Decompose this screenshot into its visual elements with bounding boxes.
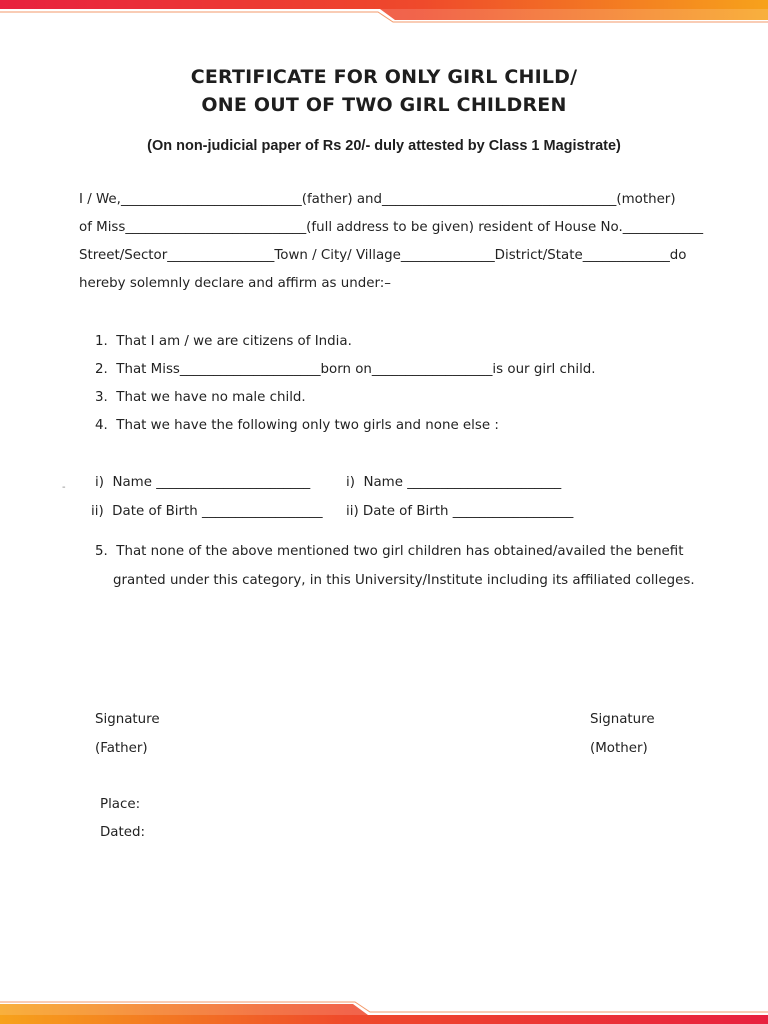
list-item-5-line-2: granted under this category, in this University/Institute including its affiliated colleges. bbox=[113, 573, 695, 588]
declaration-text: I / We, bbox=[79, 192, 121, 207]
father-name-blank[interactable]: ___________________________ bbox=[120, 192, 302, 207]
declaration-text: (full address to be given) resident of House No. bbox=[306, 220, 623, 235]
top-decorative-band bbox=[0, 0, 768, 26]
declaration-text: Street/Sector bbox=[79, 248, 168, 263]
district-state-blank[interactable]: _____________ bbox=[582, 248, 670, 263]
declaration-text: (father) and bbox=[301, 192, 383, 207]
declaration-line-1 bbox=[79, 192, 676, 207]
father-role-label: (Father) bbox=[95, 741, 148, 756]
place-label: Place: bbox=[100, 797, 141, 812]
declaration-line-2 bbox=[79, 220, 703, 235]
mother-name-blank[interactable]: ___________________________________ bbox=[382, 192, 617, 207]
stray-mark: - bbox=[62, 482, 66, 493]
list-item-text: born on bbox=[320, 362, 372, 377]
child-1-name-field[interactable]: i) Name _______________________ bbox=[95, 475, 311, 490]
list-item: 3. That we have no male child. bbox=[95, 390, 306, 405]
page-title-line-2: ONE OUT OF TWO GIRL CHILDREN bbox=[201, 94, 567, 116]
list-item: 1. That I am / we are citizens of India. bbox=[95, 334, 352, 349]
dated-label: Dated: bbox=[100, 825, 146, 840]
list-item-5-line-1: 5. That none of the above mentioned two girl children has obtained/availed the benefit bbox=[95, 544, 684, 559]
mother-signature-label: Signature bbox=[590, 712, 655, 727]
birth-date-blank[interactable]: __________________ bbox=[371, 362, 493, 377]
bottom-decorative-band bbox=[0, 998, 768, 1024]
house-number-blank[interactable]: ____________ bbox=[622, 220, 704, 235]
declaration-text: (mother) bbox=[616, 192, 676, 207]
declaration-line-3 bbox=[79, 248, 686, 263]
list-item: 4. That we have the following only two girls and none else : bbox=[95, 418, 499, 433]
declaration-text: Town / City/ Village bbox=[274, 248, 401, 263]
list-item-text: 2. That Miss bbox=[95, 362, 180, 377]
girl-name-blank[interactable]: _____________________ bbox=[179, 362, 321, 377]
child-2-dob-field[interactable]: ii) Date of Birth __________________ bbox=[346, 504, 574, 519]
list-item-text: is our girl child. bbox=[492, 362, 596, 377]
page-subtitle: (On non-judicial paper of Rs 20/- duly attested by Class 1 Magistrate) bbox=[147, 138, 621, 154]
list-item bbox=[95, 362, 596, 377]
declaration-text: do bbox=[669, 248, 687, 263]
declaration-text: of Miss bbox=[79, 220, 126, 235]
father-signature-label: Signature bbox=[95, 712, 160, 727]
daughter-name-blank[interactable]: ___________________________ bbox=[125, 220, 307, 235]
declaration-text: District/State bbox=[494, 248, 583, 263]
street-sector-blank[interactable]: ________________ bbox=[167, 248, 275, 263]
page-title-line-1: CERTIFICATE FOR ONLY GIRL CHILD/ bbox=[190, 66, 578, 88]
mother-role-label: (Mother) bbox=[590, 741, 648, 756]
town-city-village-blank[interactable]: ______________ bbox=[400, 248, 495, 263]
declaration-line-4: hereby solemnly declare and affirm as under:– bbox=[79, 276, 391, 291]
child-1-dob-field[interactable]: ii) Date of Birth __________________ bbox=[91, 504, 323, 519]
child-2-name-field[interactable]: i) Name _______________________ bbox=[346, 475, 562, 490]
